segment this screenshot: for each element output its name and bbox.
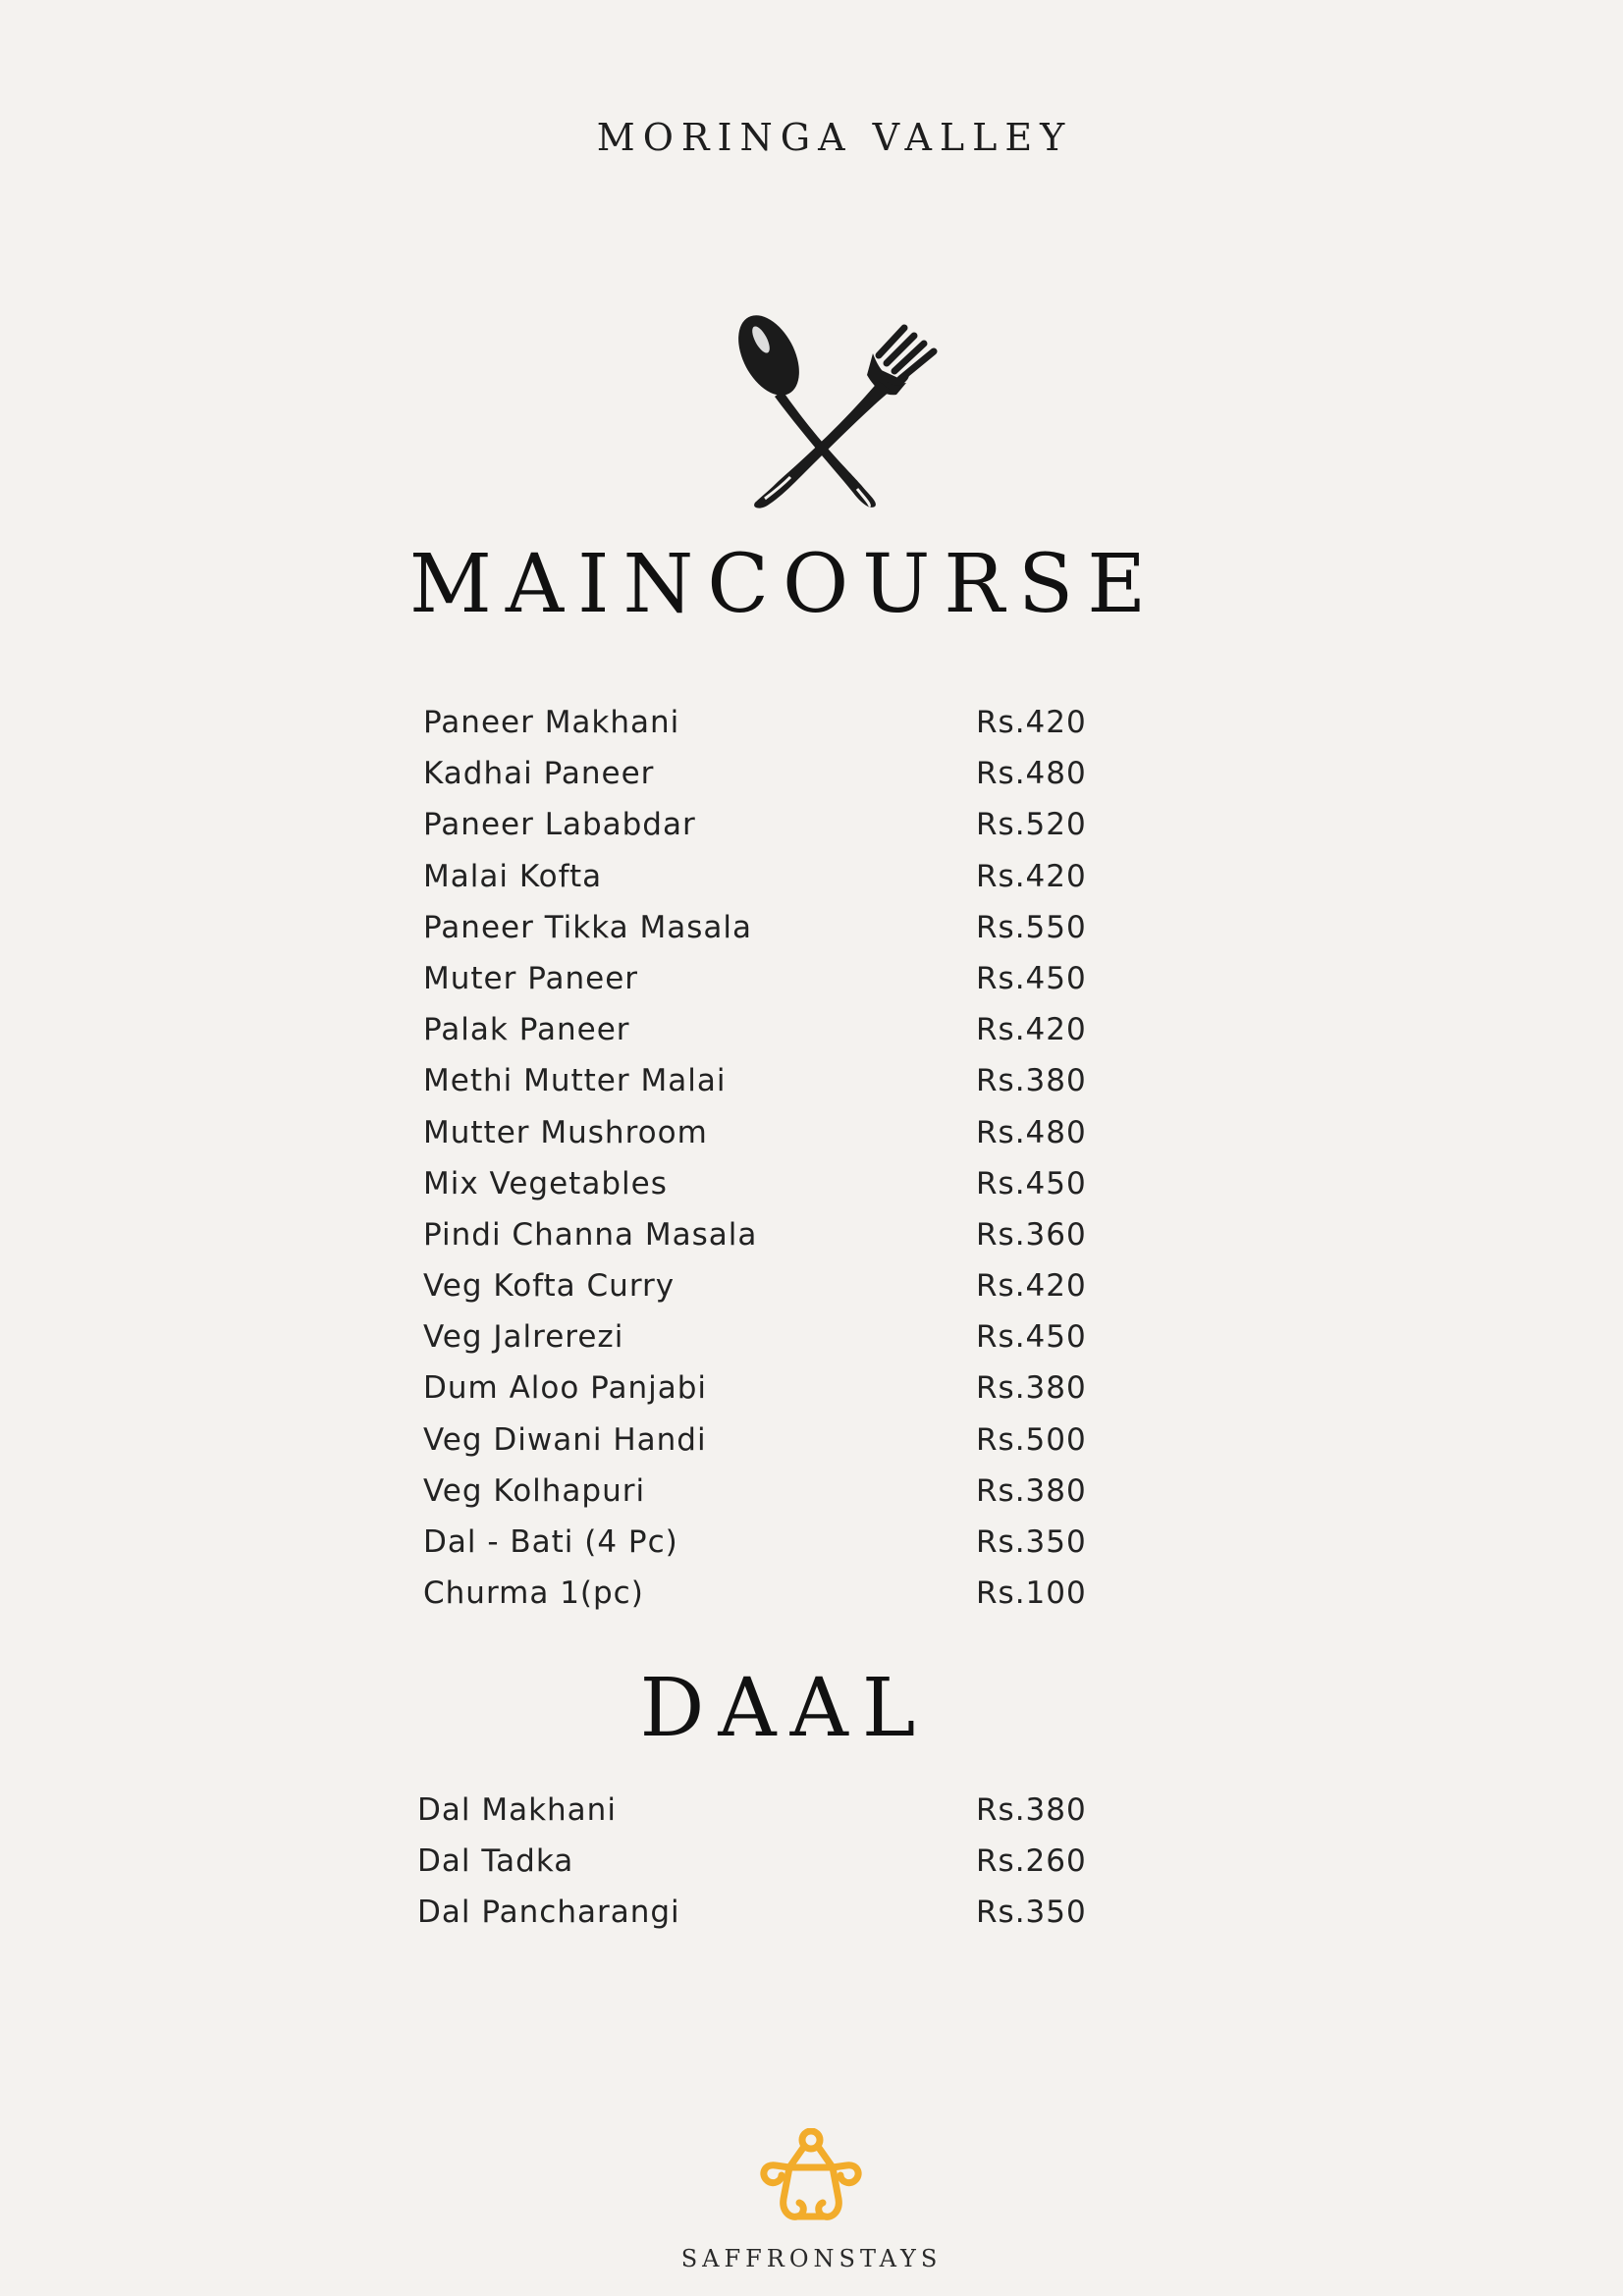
menu-item-name: Kadhai Paneer <box>423 756 655 792</box>
saffronstays-logo-icon <box>754 2128 868 2236</box>
menu-item-name: Dal Makhani <box>417 1792 617 1828</box>
menu-item-price: Rs.380 <box>976 1063 1087 1099</box>
menu-item <box>423 756 1110 807</box>
spoon-and-fork-icon <box>731 306 943 512</box>
menu-item-name: Dal Tadka <box>417 1843 574 1880</box>
menu-item <box>423 1217 1110 1268</box>
maincourse-section-title: MAINCOURSE <box>408 538 1161 631</box>
menu-item-price: Rs.550 <box>976 909 1087 945</box>
venue-name: MORINGA VALLEY <box>596 116 1073 159</box>
menu-item <box>423 1012 1110 1063</box>
menu-item <box>423 1422 1110 1473</box>
menu-item <box>417 1895 1110 1946</box>
menu-item-price: Rs.520 <box>976 807 1087 843</box>
menu-item-name: Veg Kolhapuri <box>423 1472 646 1509</box>
menu-item-name: Palak Paneer <box>423 1012 630 1048</box>
menu-item-name: Mutter Mushroom <box>423 1114 708 1150</box>
menu-item-name: Muter Paneer <box>423 960 639 996</box>
maincourse-menu-list <box>423 705 1110 1627</box>
menu-item-price: Rs.100 <box>976 1575 1087 1612</box>
menu-item-price: Rs.500 <box>976 1421 1087 1458</box>
menu-item <box>423 961 1110 1012</box>
menu-item <box>423 1319 1110 1370</box>
menu-item-price: Rs.380 <box>976 1792 1087 1828</box>
menu-item-name: Methi Mutter Malai <box>423 1063 727 1099</box>
menu-item-price: Rs.420 <box>976 705 1087 740</box>
menu-item <box>423 1166 1110 1217</box>
menu-item-price: Rs.450 <box>976 960 1087 996</box>
menu-item <box>423 1370 1110 1421</box>
brand-name: SAFFRONSTAYS <box>680 2245 943 2272</box>
menu-item <box>423 807 1110 858</box>
menu-item-price: Rs.480 <box>976 756 1087 792</box>
menu-item <box>423 1524 1110 1575</box>
menu-item-name: Churma 1(pc) <box>423 1575 644 1612</box>
menu-item-price: Rs.380 <box>976 1370 1087 1407</box>
menu-item-price: Rs.450 <box>976 1165 1087 1201</box>
menu-item-name: Pindi Channa Masala <box>423 1216 758 1253</box>
menu-item-price: Rs.420 <box>976 1012 1087 1048</box>
menu-item <box>423 1473 1110 1524</box>
menu-item <box>423 859 1110 910</box>
menu-item <box>423 1115 1110 1166</box>
menu-item <box>417 1843 1110 1895</box>
menu-item-name: Paneer Lababdar <box>423 807 696 843</box>
menu-item-price: Rs.260 <box>976 1843 1087 1880</box>
menu-item-price: Rs.350 <box>976 1524 1087 1560</box>
menu-item-name: Dum Aloo Panjabi <box>423 1370 708 1407</box>
menu-item <box>423 705 1110 756</box>
daal-section-title: DAAL <box>639 1662 930 1755</box>
menu-item-price: Rs.420 <box>976 858 1087 894</box>
menu-item-name: Mix Vegetables <box>423 1165 668 1201</box>
menu-item <box>423 1575 1110 1627</box>
menu-item <box>423 1268 1110 1319</box>
menu-item-name: Malai Kofta <box>423 858 603 894</box>
menu-item-name: Veg Kofta Curry <box>423 1268 676 1305</box>
menu-item <box>423 1063 1110 1114</box>
menu-item-name: Dal - Bati (4 Pc) <box>423 1524 678 1560</box>
menu-item-price: Rs.360 <box>976 1216 1087 1253</box>
menu-item-price: Rs.420 <box>976 1268 1087 1305</box>
menu-item-name: Veg Jalrerezi <box>423 1319 624 1356</box>
menu-item-price: Rs.380 <box>976 1472 1087 1509</box>
menu-item <box>417 1792 1110 1843</box>
menu-item-price: Rs.480 <box>976 1114 1087 1150</box>
menu-item-price: Rs.450 <box>976 1319 1087 1356</box>
menu-item-name: Paneer Tikka Masala <box>423 909 752 945</box>
daal-menu-list <box>417 1792 1110 1947</box>
menu-item-name: Dal Pancharangi <box>417 1895 680 1931</box>
menu-item-name: Veg Diwani Handi <box>423 1421 707 1458</box>
menu-item-name: Paneer Makhani <box>423 705 680 740</box>
menu-item-price: Rs.350 <box>976 1895 1087 1931</box>
menu-item <box>423 910 1110 961</box>
